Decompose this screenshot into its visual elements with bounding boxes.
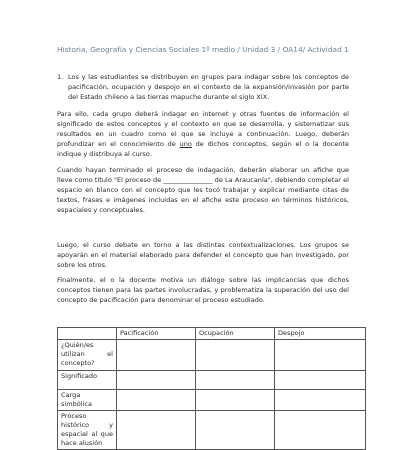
row-label-significado: Significado bbox=[58, 371, 117, 390]
item-number: 1. bbox=[57, 73, 64, 81]
row-label-proceso: Proceso histórico y espacial al que hace alusión bbox=[58, 411, 117, 450]
paragraph-debate: Luego, el curso debate en torno a las distintas contextualizaciones. Los grupos se apoyarán en el material elaborado para defender el concepto que han investigado, por sobre los otros. bbox=[57, 241, 349, 270]
table-cell bbox=[117, 340, 196, 371]
instruction-item-1 bbox=[57, 72, 349, 102]
table-cell bbox=[275, 411, 366, 450]
paragraph-research-end: de dichos conceptos, según el o la docente indique y distribuya al curso. bbox=[57, 140, 349, 159]
row-label-quienes: ¿Quién/es utilizan el concepto? bbox=[58, 340, 117, 371]
item-text: Los y las estudiantes se distribuyen en grupos para indagar sobre los conceptos de pacificación, ocupación y despojo en el contexto de la expansión/invasión por parte del Estado chileno a las tierras mapuche durante el siglo XIX. bbox=[68, 73, 349, 102]
paragraph-research-start: Para ello, cada grupo deberá indagar en internet y otras fuentes de información el significado de estos conceptos y el contexto en que se desarrolla, y sistematizar sus resultados en un cuadro como el que se incluye a continuación. Luego, deberán profundizar en el conocimiento de bbox=[57, 110, 349, 149]
table-cell bbox=[117, 390, 196, 411]
paragraph-dialogue: Finalmente, el o la docente motiva un diálogo sobre las implicancias que dichos conceptos tienen para las partes involucradas, y problematiza la superación del uso del concepto de pacificación para denominar el proceso estudiado. bbox=[57, 276, 349, 305]
document-header: Historia, Geografía y Ciencias Sociales 1º medio / Unidad 3 / OA14/ Actividad 1 bbox=[57, 45, 349, 54]
table-cell bbox=[196, 371, 275, 390]
table-row bbox=[58, 371, 366, 390]
table-cell bbox=[117, 411, 196, 450]
table-header-despojo: Despojo bbox=[275, 328, 366, 340]
paragraph-poster: Cuando hayan terminado el proceso de indagación, deberán elaborar un afiche que lleve como título "El proceso de _______________ de La Araucanía", debiendo completar el espacio en blanco con el concepto que les tocó trabajar y explicar mediante citas de textos, frases e imágenes incluidas en el afiche este proceso en términos históricos, espaciales y conceptuales. bbox=[57, 166, 349, 215]
table-row bbox=[58, 340, 366, 371]
table-cell bbox=[275, 390, 366, 411]
table-header-ocupacion: Ocupación bbox=[196, 328, 275, 340]
underlined-word: uno bbox=[179, 140, 192, 149]
paragraph-research bbox=[57, 109, 349, 159]
table-row bbox=[58, 411, 366, 450]
row-label-carga: Carga simbólica bbox=[58, 390, 117, 411]
table-header-row bbox=[58, 328, 366, 340]
concepts-table bbox=[57, 327, 366, 450]
table-header-empty bbox=[58, 328, 117, 340]
table-cell bbox=[196, 340, 275, 371]
table-cell bbox=[117, 371, 196, 390]
table-cell bbox=[275, 340, 366, 371]
table-cell bbox=[275, 371, 366, 390]
table-cell bbox=[196, 411, 275, 450]
table-row bbox=[58, 390, 366, 411]
table-header-pacificacion: Pacificación bbox=[117, 328, 196, 340]
table-cell bbox=[196, 390, 275, 411]
